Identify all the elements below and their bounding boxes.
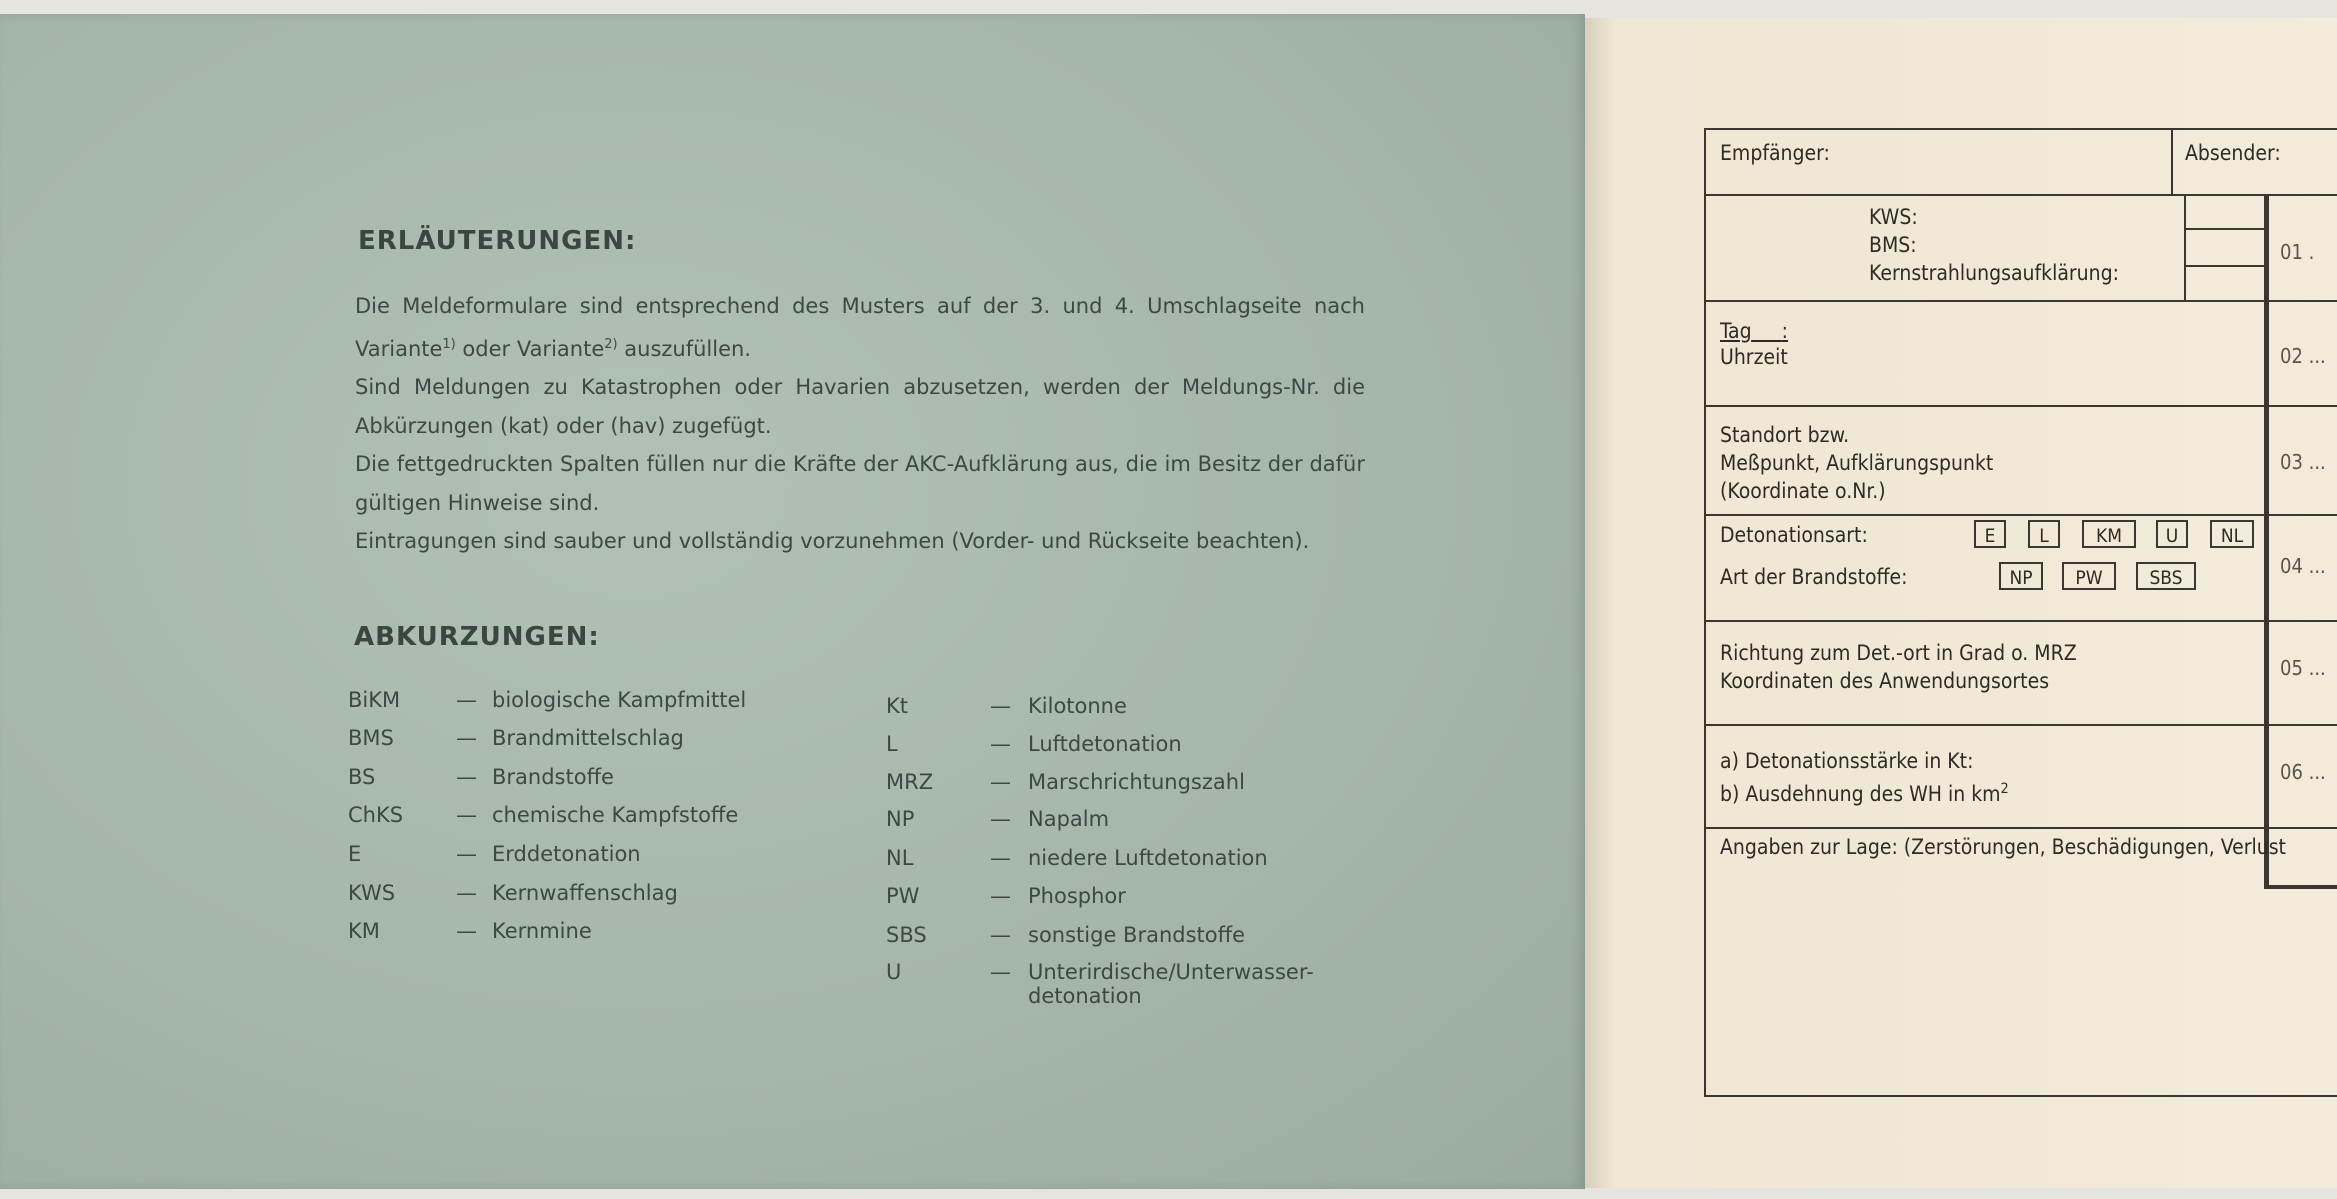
row02-number: 02 ... bbox=[2280, 344, 2326, 368]
row05-number: 05 ... bbox=[2280, 656, 2326, 680]
explanations-heading: ERLÄUTERUNGEN: bbox=[358, 226, 637, 256]
row02-time: Uhrzeit bbox=[1720, 345, 1788, 369]
fuel-box-sbs: SBS bbox=[2136, 562, 2196, 590]
row05-line2: Koordinaten des Anwendungsortes bbox=[1720, 669, 2050, 693]
fuel-box-pw: PW bbox=[2062, 562, 2116, 590]
recipient-label: Empfänger: bbox=[1720, 141, 1830, 165]
fuel-type-label: Art der Brandstoffe: bbox=[1720, 565, 1908, 589]
row03-number: 03 ... bbox=[2280, 450, 2326, 474]
row01-number: 01 . bbox=[2280, 240, 2315, 264]
det-box-km: KM bbox=[2082, 520, 2136, 548]
row05-line1: Richtung zum Det.-ort in Grad o. MRZ bbox=[1720, 641, 2077, 665]
abbreviations-heading: ABKURZUNGEN: bbox=[354, 622, 600, 652]
sender-label: Absender: bbox=[2185, 141, 2281, 165]
det-box-l: L bbox=[2028, 520, 2060, 548]
row02-day: Tag : bbox=[1720, 319, 1789, 343]
row04-number: 04 ... bbox=[2280, 554, 2326, 578]
row01-kernstrahlung: Kernstrahlungsaufklärung: bbox=[1869, 261, 2119, 285]
left-page bbox=[0, 14, 1585, 1189]
explanation-paragraph-2: Sind Meldungen zu Katastrophen oder Havarien abzusetzen, werden der Meldungs-Nr. die Abkürzungen (kat) oder (hav) zugefügt. bbox=[355, 375, 1365, 438]
det-box-nl: NL bbox=[2210, 520, 2254, 548]
row03-line3: (Koordinate o.Nr.) bbox=[1720, 479, 1886, 503]
row03-line2: Meßpunkt, Aufklärungspunkt bbox=[1720, 451, 1994, 475]
row06-line2: b) Ausdehnung des WH in $km^2$ bbox=[1720, 781, 2009, 806]
explanation-paragraph-3: Die fettgedruckten Spalten füllen nur die Kräfte der AKC-Aufklärung aus, die im Besitz der dafür gültigen Hinweise sind. bbox=[355, 452, 1365, 515]
det-box-u: U bbox=[2156, 520, 2188, 548]
row06-number: 06 ... bbox=[2280, 760, 2326, 784]
detonation-type-label: Detonationsart: bbox=[1720, 523, 1868, 547]
row01-bms: BMS: bbox=[1869, 233, 1917, 257]
explanation-paragraph-4: Eintragungen sind sauber und vollständig vorzunehmen (Vorder- und Rückseite beachten). bbox=[355, 529, 1310, 553]
situation-label: Angaben zur Lage: (Zerstörungen, Beschädigungen, Verlust bbox=[1720, 835, 2286, 859]
det-box-e: E bbox=[1974, 520, 2006, 548]
row03-line1: Standort bzw. bbox=[1720, 423, 1850, 447]
row01-kws: KWS: bbox=[1869, 205, 1918, 229]
explanations-text bbox=[355, 287, 1365, 561]
report-form bbox=[1704, 128, 2337, 1097]
explanation-paragraph-1: Die Meldeformulare sind entsprechend des Musters auf der 3. und 4. Umschlagseite nach Variante$^{1)}$ oder Variante$^{2)}$ auszufüllen. bbox=[355, 294, 1365, 361]
fuel-box-np: NP bbox=[1999, 562, 2043, 590]
row06-line1: a) Detonationsstärke in Kt: bbox=[1720, 749, 1974, 773]
